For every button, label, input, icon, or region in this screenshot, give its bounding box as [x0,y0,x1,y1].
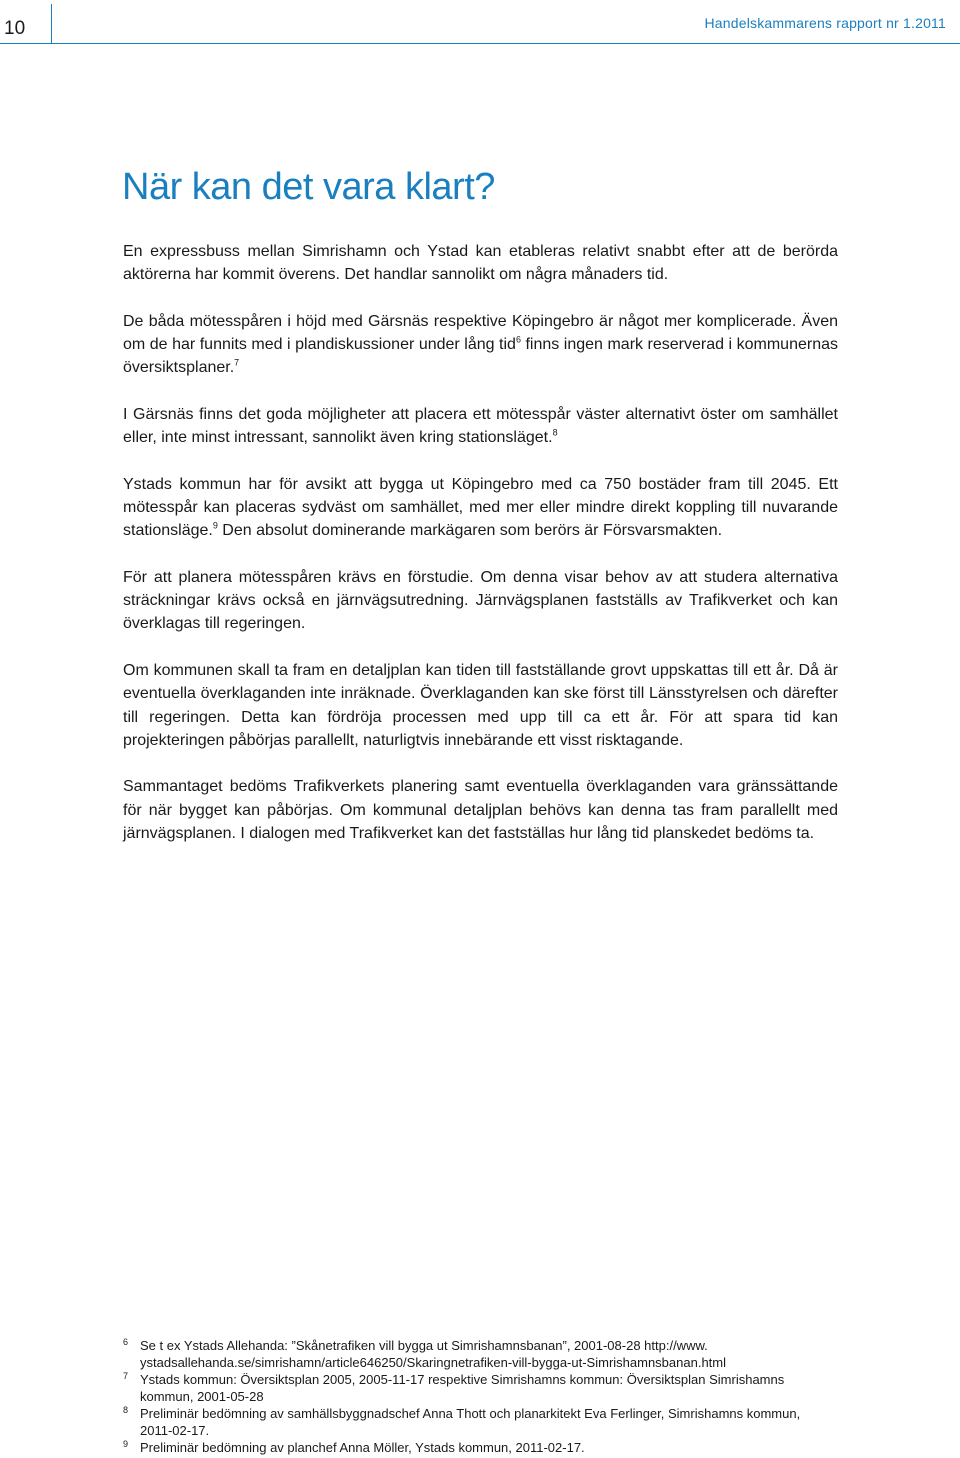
report-title: Handelskammarens rapport nr 1.2011 [704,15,946,31]
footnote-number: 7 [123,1371,129,1381]
footnote-ref: 9 [212,521,218,531]
paragraph [123,775,838,845]
paragraph-text: Sammantaget bedöms Trafikverkets planering samt eventuella överklaganden vara gränssättande för när bygget kan påbörjas. Om kommunal detaljplan behövs kan denna tas fram parallellt med järnvägsplanen. I dialogen med Trafikverket kan det fastställas hur lång tid planskedet bedöms ta. [123,778,838,842]
footnote [123,1337,823,1371]
paragraph-text: En expressbuss mellan Simrishamn och Ystad kan etableras relativt snabbt efter att de berörda aktörerna har kommit överens. Det handlar sannolikt om några månaders tid. [123,243,838,284]
footnote-ref: 6 [515,334,521,345]
page-header [0,0,960,44]
paragraph-text: De båda mötesspåren i höjd med Gärsnäs respektive Köpingebro är något mer komplicerade. Även om de har funnits med i plandiskussioner under lång tid [123,312,838,354]
footnote-number: 9 [123,1439,129,1449]
page-number: 10 [4,18,26,39]
paragraph-text: Den absolut dominerande markägaren som berörs är Försvarsmakten. [217,522,723,540]
paragraph-text: Om kommunen skall ta fram en detaljplan kan tiden till fastställande grovt uppskattas till ett år. Då är eventuella överklaganden inte inräknade. Överklaganden kan ske först till Länsstyrelsen och därefter till regeringen. Detta kan fördröja processen med upp till ca ett år. För att spara tid kan projekteringen påbörjas parallellt, naturligtvis innebärande ett visst risktagande. [123,662,838,749]
paragraph [123,473,838,543]
footnote [123,1405,823,1439]
paragraph [123,310,838,380]
paragraph [123,566,838,636]
footnote [123,1439,823,1456]
paragraph [123,403,838,449]
footnote [123,1371,823,1405]
footnotes [123,1337,823,1456]
footnote-text: Preliminär bedömning av planchef Anna Möller, Ystads kommun, 2011-02-17. [140,1440,585,1455]
footnote-text: Ystads kommun: Översiktsplan 2005, 2005-11-17 respektive Simrishamns kommun: Översiktsplan Simrishamns kommun, 2001-05-28 [140,1372,785,1404]
footnote-text: Se t ex Ystads Allehanda: ”Skånetrafiken vill bygga ut Simrishamnsbanan”, 2001-08-28 http://www. ystadsallehanda.se/simrishamn/article646250/Skaringnetrafiken-vill-bygga-ut-Simrishamnsbanan.html [140,1338,727,1370]
body-text [123,240,838,869]
paragraph-text: finns ingen mark reserverad i kommunernas översiktsplaner. [123,336,838,377]
paragraph-text: Ystads kommun har för avsikt att bygga ut Köpingebro med ca 750 bostäder fram till 2045. Ett mötesspår kan placeras sydväst om samhället, med mer eller mindre direkt koppling till nuvarande stationsläge. [123,475,838,540]
header-rule [52,43,960,44]
footnote-ref: 7 [234,357,240,368]
paragraph [123,240,838,286]
paragraph-text: I Gärsnäs finns det goda möjligheter att placera ett mötesspår väster alternativt öster om samhället eller, inte minst intressant, sannolikt även kring stationsläget. [123,406,838,447]
footnote-number: 8 [123,1405,129,1415]
section-title: När kan det vara klart? [122,166,495,208]
paragraph-text: För att planera mötesspåren krävs en förstudie. Om denna visar behov av att studera alternativa sträckningar krävs också en järnvägsutredning. Järnvägsplanen fastställs av Trafikverket och kan överklagas till regeringen. [123,569,838,633]
footnote-number: 6 [123,1337,129,1347]
page-number-box [0,4,52,44]
footnote-ref: 8 [552,427,558,438]
paragraph [123,659,838,752]
footnote-text: Preliminär bedömning av samhällsbyggnadschef Anna Thott och planarkitekt Eva Ferlinger, Simrishamns kommun, 2011-02-17. [140,1406,801,1438]
